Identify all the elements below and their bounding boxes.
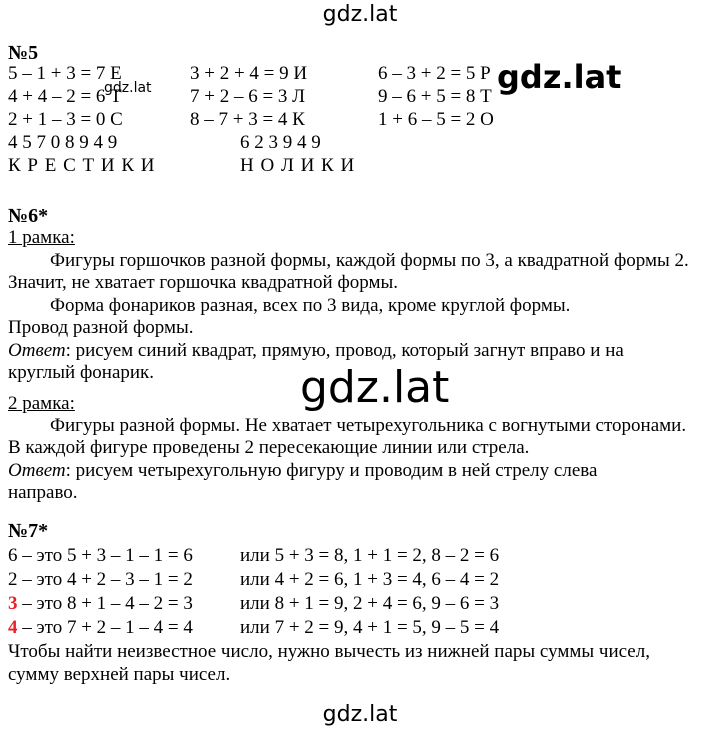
row-number: 2 <box>8 569 18 590</box>
task5-code2: 6 2 3 9 4 9 <box>240 132 321 153</box>
task7-row3 <box>8 593 193 615</box>
watermark-right: gdz.lat <box>497 58 622 96</box>
task5-row2-col2: 7 + 2 – 6 = 3 Л <box>190 86 306 107</box>
row-number: 6 <box>8 545 18 566</box>
watermark-bottom: gdz.lat <box>322 702 398 727</box>
watermark-middle: gdz.lat <box>300 362 450 413</box>
row-number-red: 3 <box>8 593 18 614</box>
frame1-label: 1 рамка: <box>8 227 75 248</box>
row-expression: – это 8 + 1 – 4 – 2 = 3 <box>17 593 193 614</box>
task6-p4: Провод разной формы. <box>8 317 194 338</box>
task6-p5: Фигуры разной формы. Не хватает четырехугольника с вогнутыми сторонами. <box>50 415 687 436</box>
row-expression: – это 5 + 3 – 1 – 1 = 6 <box>17 545 193 566</box>
task5-code1: 4 5 7 0 8 9 4 9 <box>8 132 118 153</box>
task7-row3-alt: или 8 + 1 = 9, 2 + 4 = 6, 9 – 6 = 3 <box>240 593 500 614</box>
task5-row1-col1: 5 – 1 + 3 = 7 Е <box>8 63 122 84</box>
task5-heading: №5 <box>8 42 39 64</box>
task6-heading: №6* <box>8 205 49 227</box>
task6-answer2-line1 <box>8 460 597 482</box>
row-number-red: 4 <box>8 617 18 638</box>
task7-row2 <box>8 569 193 591</box>
task6-answer1-line2: круглый фонарик. <box>8 362 155 383</box>
task6-answer2-line2: направо. <box>8 482 78 503</box>
task7-row1 <box>8 545 193 567</box>
task7-row1-alt: или 5 + 3 = 8, 1 + 1 = 2, 8 – 2 = 6 <box>240 545 500 566</box>
row-expression: – это 4 + 2 – 3 – 1 = 2 <box>17 569 193 590</box>
row-expression: – это 7 + 2 – 1 – 4 = 4 <box>17 617 193 638</box>
task5-row3-col2: 8 – 7 + 3 = 4 К <box>190 109 305 130</box>
task7-conclusion-line1: Чтобы найти неизвестное число, нужно вычесть из нижней пары суммы чисел, <box>8 641 650 662</box>
task5-row2-col3: 9 – 6 + 5 = 8 Т <box>378 86 492 107</box>
task7-row4 <box>8 617 193 639</box>
answer1-text: : рисуем синий квадрат, прямую, провод, который загнут вправо и на <box>65 340 624 361</box>
task6-p3: Форма фонариков разная, всех по 3 вида, кроме круглой формы. <box>50 295 571 316</box>
task6-answer1-line1 <box>8 340 624 362</box>
task6-p6: В каждой фигуре проведены 2 пересекающие линии или стрела. <box>8 437 530 458</box>
watermark-top: gdz.lat <box>322 2 398 27</box>
answer-label: Ответ <box>8 460 66 481</box>
answer-label: Ответ <box>8 340 66 361</box>
frame2-label: 2 рамка: <box>8 393 75 414</box>
task7-conclusion-line2: сумму верхней пары чисел. <box>8 664 231 685</box>
task5-row3-col3: 1 + 6 – 5 = 2 О <box>378 109 494 130</box>
task5-word2: Н О Л И К И <box>240 155 356 176</box>
task5-row1-col3: 6 – 3 + 2 = 5 Р <box>378 63 491 84</box>
task6-p1: Фигуры горшочков разной формы, каждой формы по 3, а квадратной формы 2. <box>50 250 689 271</box>
task5-word1: К Р Е С Т И К И <box>8 155 156 176</box>
task7-heading: №7* <box>8 520 49 542</box>
task7-row4-alt: или 7 + 2 = 9, 4 + 1 = 5, 9 – 5 = 4 <box>240 617 500 638</box>
answer2-text: : рисуем четырехугольную фигуру и проводим в ней стрелу слева <box>65 460 598 481</box>
task7-row2-alt: или 4 + 2 = 6, 1 + 3 = 4, 6 – 4 = 2 <box>240 569 500 590</box>
watermark-small: gdz.lat <box>104 80 152 96</box>
task6-p2: Значит, не хватает горшочка квадратной формы. <box>8 272 399 293</box>
task5-row2-col1: 4 + 4 – 2 = 6 Т <box>8 86 122 107</box>
task5-row1-col2: 3 + 2 + 4 = 9 И <box>190 63 308 84</box>
task5-row3-col1: 2 + 1 – 3 = 0 С <box>8 109 123 130</box>
